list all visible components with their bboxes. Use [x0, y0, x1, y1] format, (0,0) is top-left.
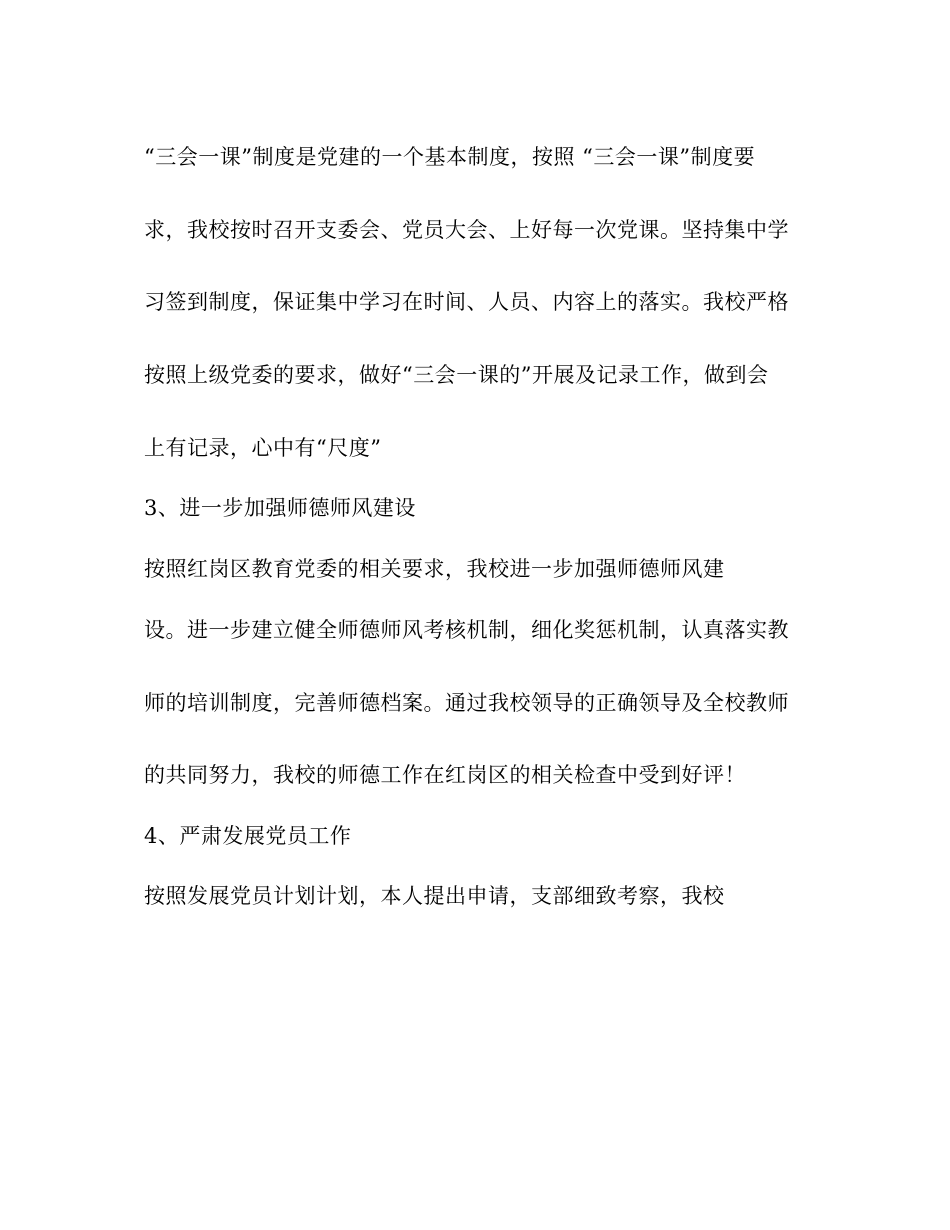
paragraph-line: “三会一课”制度是党建的一个基本制度，按照 “三会一课”制度要 — [144, 145, 756, 169]
paragraph-line: 师的培训制度，完善师德档案。通过我校领导的正确领导及全校教师 — [144, 691, 789, 715]
paragraph-line: 上有记录，心中有“尺度” — [144, 436, 382, 460]
paragraph-line: 求，我校按时召开支委会、党员大会、上好每一次党课。坚持集中学 — [144, 218, 789, 242]
section-heading-4: 4、严肃发展党员工作 — [144, 824, 352, 848]
paragraph-line: 的共同努力，我校的师德工作在红岗区的相关检查中受到好评！ — [144, 763, 746, 787]
paragraph-line: 习签到制度，保证集中学习在时间、人员、内容上的落实。我校严格 — [144, 290, 789, 314]
paragraph-line: 按照红岗区教育党委的相关要求，我校进一步加强师德师风建 — [144, 557, 725, 581]
paragraph-line: 按照发展党员计划计划，本人提出申请，支部细致考察，我校 — [144, 884, 725, 908]
section-heading-3: 3、进一步加强师德师风建设 — [144, 496, 416, 520]
paragraph-line: 设。进一步建立健全师德师风考核机制，细化奖惩机制，认真落实教 — [144, 618, 789, 642]
paragraph-line: 按照上级党委的要求，做好“三会一课的”开展及记录工作，做到会 — [144, 363, 769, 387]
